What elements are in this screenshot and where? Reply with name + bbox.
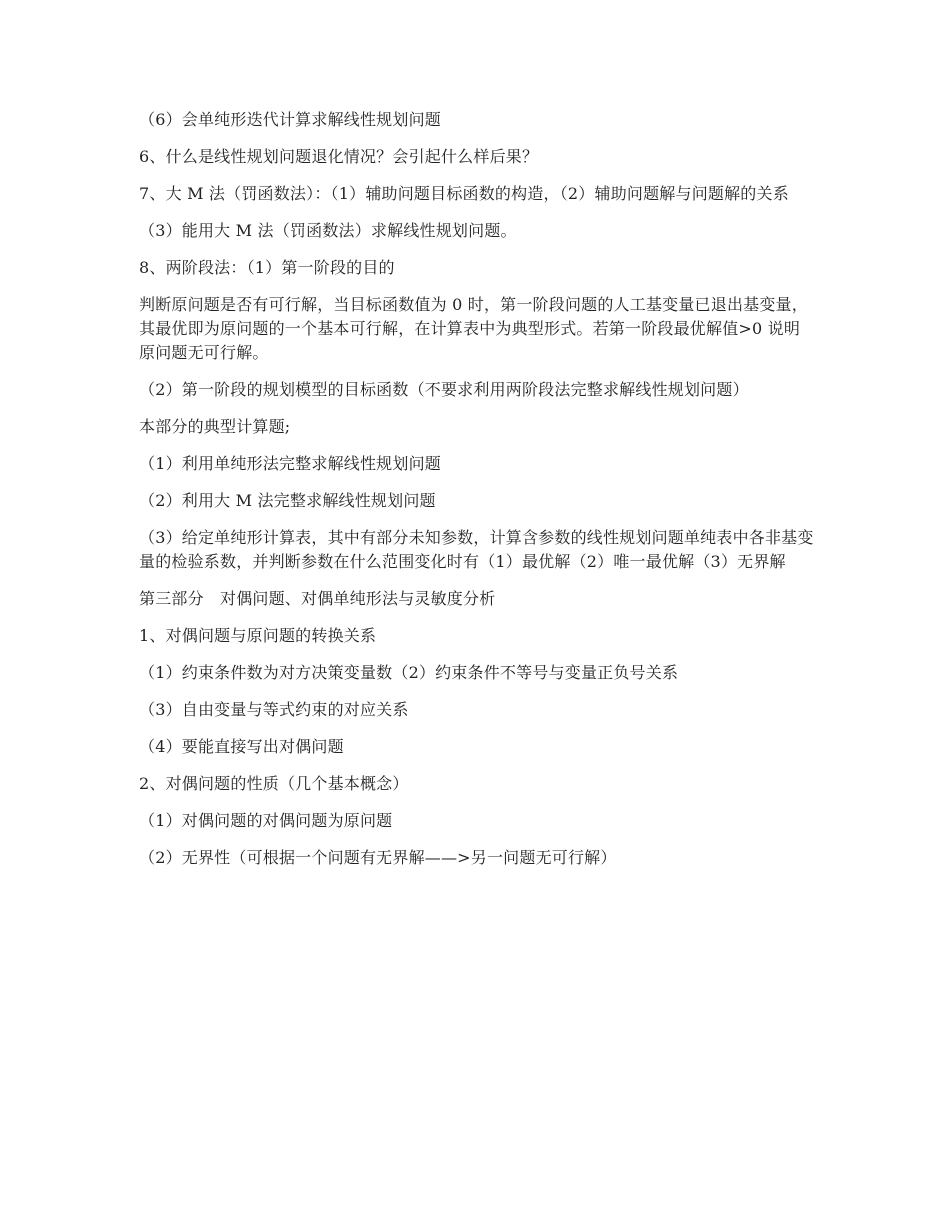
part3-item-4: （4）要能直接写出对偶问题 xyxy=(139,737,344,756)
dual-property-2: （2）无界性（可根据一个问题有无界解——>另一问题无可行解） xyxy=(139,848,617,867)
section-8-two-phase-method: 8、两阶段法：（1）第一阶段的目的 xyxy=(139,258,395,277)
part3-item-3: （3）自由变量与等式约束的对应关系 xyxy=(139,700,409,719)
typical-problem-2: （2）利用大 M 法完整求解线性规划问题 xyxy=(139,491,436,510)
typical-problem-3: （3）给定单纯形计算表，其中有部分未知参数，计算含参数的线性规划问题单纯表中各非基变量的检验系数，并判断参数在什么范围变化时有（1）最优解（2）唯一最优解（3）无界解 xyxy=(139,528,814,571)
item-2-phase-one-objective: （2）第一阶段的规划模型的目标函数（不要求利用两阶段法完整求解线性规划问题） xyxy=(139,380,749,399)
section-6-degeneracy: 6、什么是线性规划问题退化情况？会引起什么样后果？ xyxy=(139,147,539,166)
two-phase-explanation: 判断原问题是否有可行解，当目标函数值为 0 时，第一阶段问题的人工基变量已退出基变量，其最优即为原问题的一个基本可行解，在计算表中为典型形式。若第一阶段最优解值>0 说明原问题无可行解。 xyxy=(139,295,808,362)
part3-item-1: （1）约束条件数为对方决策变量数（2）约束条件不等号与变量正负号关系 xyxy=(139,663,679,682)
dual-property-1: （1）对偶问题的对偶问题为原问题 xyxy=(139,811,393,830)
item-3-big-m-solve: （3）能用大 M 法（罚函数法）求解线性规划问题。 xyxy=(139,221,517,240)
typical-problem-1: （1）利用单纯形法完整求解线性规划问题 xyxy=(139,454,441,473)
section-7-big-m-method: 7、大 M 法（罚函数法）：（1）辅助问题目标函数的构造，（2）辅助问题解与问题解的关系 xyxy=(139,184,789,203)
part3-section-1: 1、对偶问题与原问题的转换关系 xyxy=(139,626,377,645)
document-page xyxy=(139,108,814,883)
part-three-heading: 第三部分 对偶问题、对偶单纯形法与灵敏度分析 xyxy=(139,589,496,608)
item-6-simplex-iteration: （6）会单纯形迭代计算求解线性规划问题 xyxy=(139,110,441,129)
typical-problems-heading: 本部分的典型计算题; xyxy=(139,417,291,436)
part3-section-2: 2、对偶问题的性质（几个基本概念） xyxy=(139,774,409,793)
